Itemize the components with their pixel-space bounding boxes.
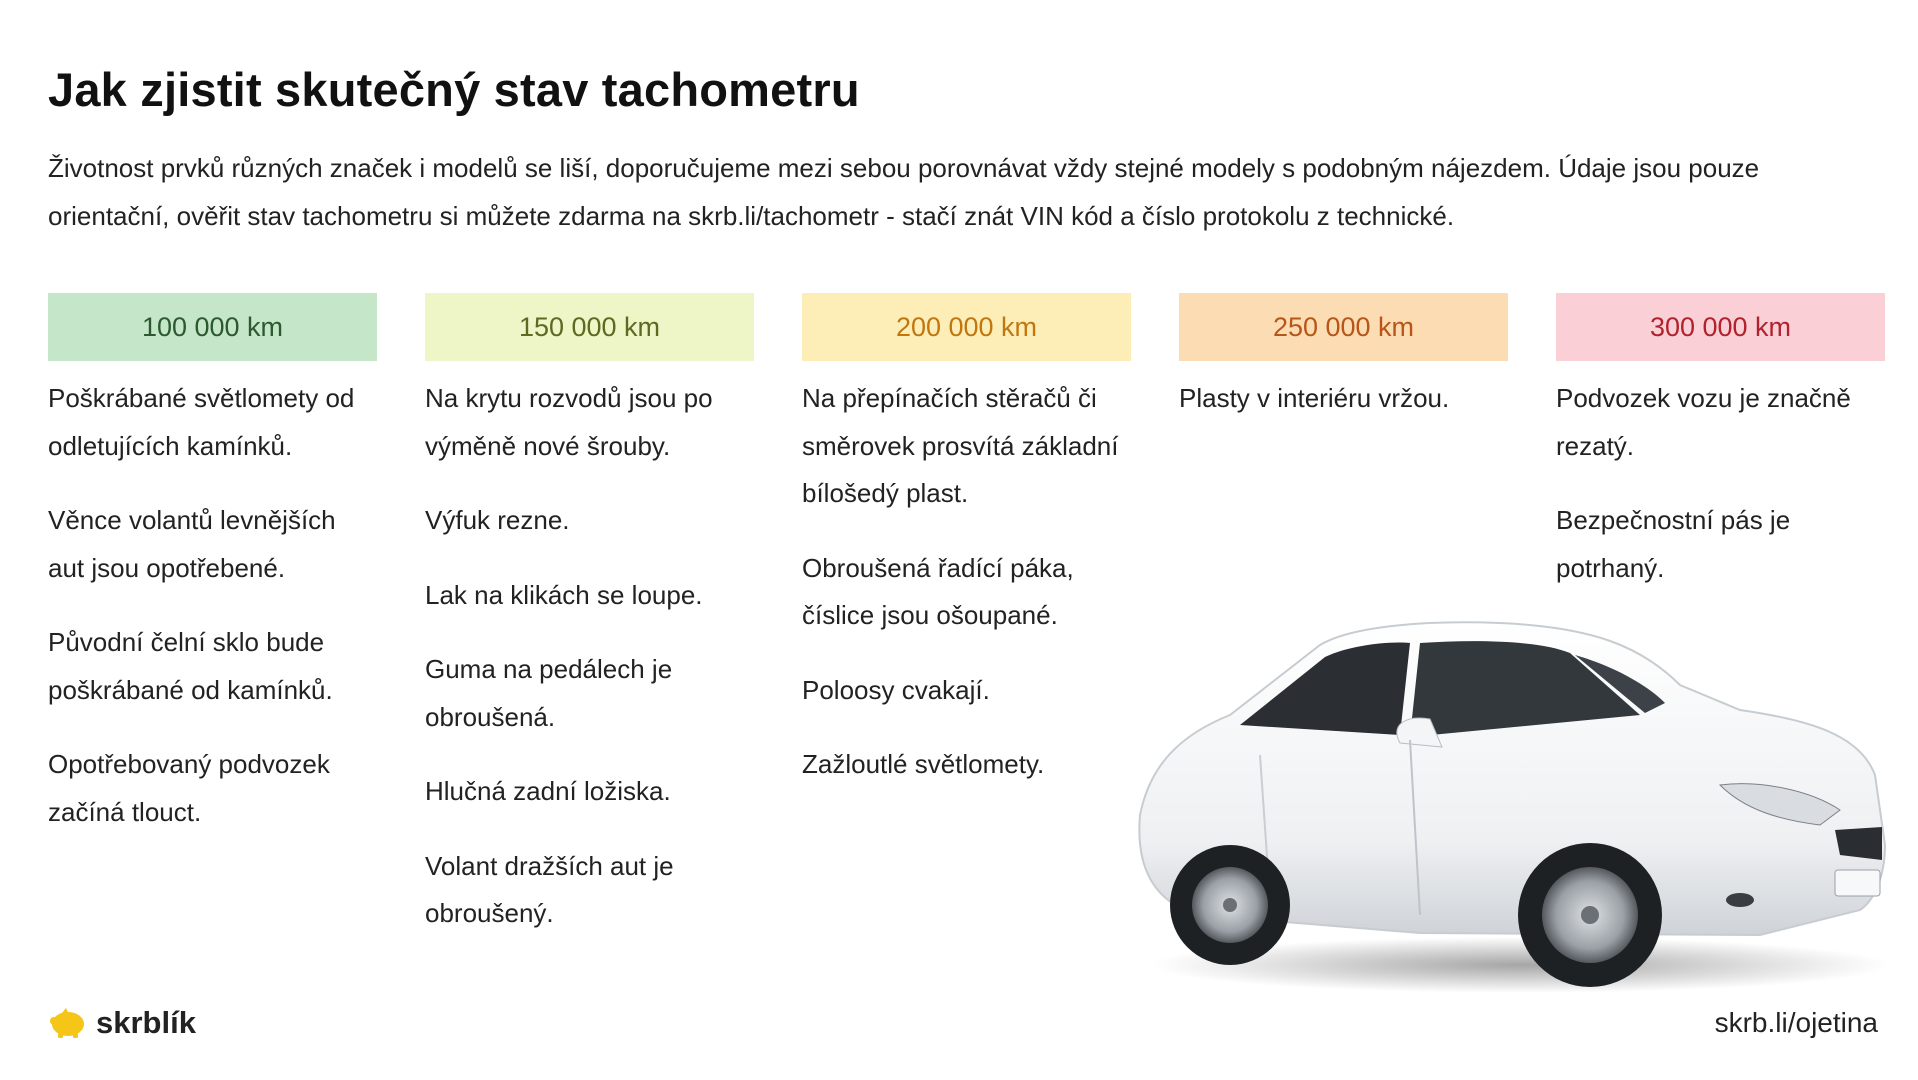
symptom-item: Plasty v interiéru vržou. [1179, 383, 1450, 413]
symptom-item: Na krytu rozvodů jsou po výměně nové šrouby. [425, 383, 713, 461]
footer-link[interactable]: skrb.li/ojetina [1714, 1007, 1878, 1038]
symptom-item: Výfuk rezne. [425, 505, 570, 535]
symptom-item: Původní čelní sklo bude poškrábané od kamínků. [48, 627, 333, 705]
symptom-item: Lak na klikách se loupe. [425, 579, 703, 610]
symptom-item: Volant dražších aut je obroušený. [425, 850, 674, 928]
piggy-bank-icon [48, 1007, 88, 1039]
mileage-header: 150 000 km [425, 293, 754, 361]
intro-text: Životnost prvků různých značek i modelů se liší, doporučujeme mezi sebou porovnávat vždy stejné modely s podobným nájezdem. Údaje jsou pouze orientační, ověřit stav tachometru si můžete zdarma na skrb.li/tachometr - stačí znát VIN kód a číslo protokolu z technické. [48, 153, 1760, 231]
mileage-header: 100 000 km [48, 293, 377, 361]
symptom-list [1556, 375, 1885, 592]
brand-logo[interactable] [48, 1005, 196, 1041]
symptom-item: Poloosy cvakají. [802, 674, 990, 705]
mileage-header: 300 000 km [1556, 293, 1885, 361]
symptom-item: Zažloutlé světlomety. [802, 749, 1045, 779]
brand-name: skrblík [96, 1005, 196, 1040]
symptom-item: Poškrábané světlomety od odletujících kamínků. [48, 383, 355, 461]
symptom-list [425, 375, 754, 938]
symptom-item: Opotřebovaný podvozek začíná tlouct. [48, 749, 330, 827]
mileage-column [48, 293, 377, 863]
mileage-column [802, 293, 1131, 816]
car-image [1120, 615, 1890, 995]
symptom-item: Věnce volantů levnějších aut jsou opotřebené. [48, 505, 336, 583]
mileage-column [1179, 293, 1508, 450]
symptom-item: Bezpečnostní pás je potrhaný. [1556, 505, 1791, 583]
symptom-list [802, 375, 1131, 789]
symptom-item: Podvozek vozu je značně rezatý. [1556, 383, 1851, 461]
symptom-list [1179, 375, 1508, 423]
mileage-header: 200 000 km [802, 293, 1131, 361]
symptom-item: Na přepínačích stěračů či směrovek prosvítá základní bílošedý plast. [802, 383, 1119, 508]
mileage-column [1556, 293, 1885, 619]
mileage-header: 250 000 km [1179, 293, 1508, 361]
symptom-item: Obroušená řadící páka, číslice jsou ošoupané. [802, 552, 1074, 630]
symptom-list [48, 375, 377, 836]
mileage-column [425, 293, 754, 965]
symptom-item: Hlučná zadní ložiska. [425, 776, 671, 806]
symptom-item: Guma na pedálech je obroušená. [425, 654, 673, 732]
page-title: Jak zjistit skutečný stav tachometru [48, 63, 860, 116]
